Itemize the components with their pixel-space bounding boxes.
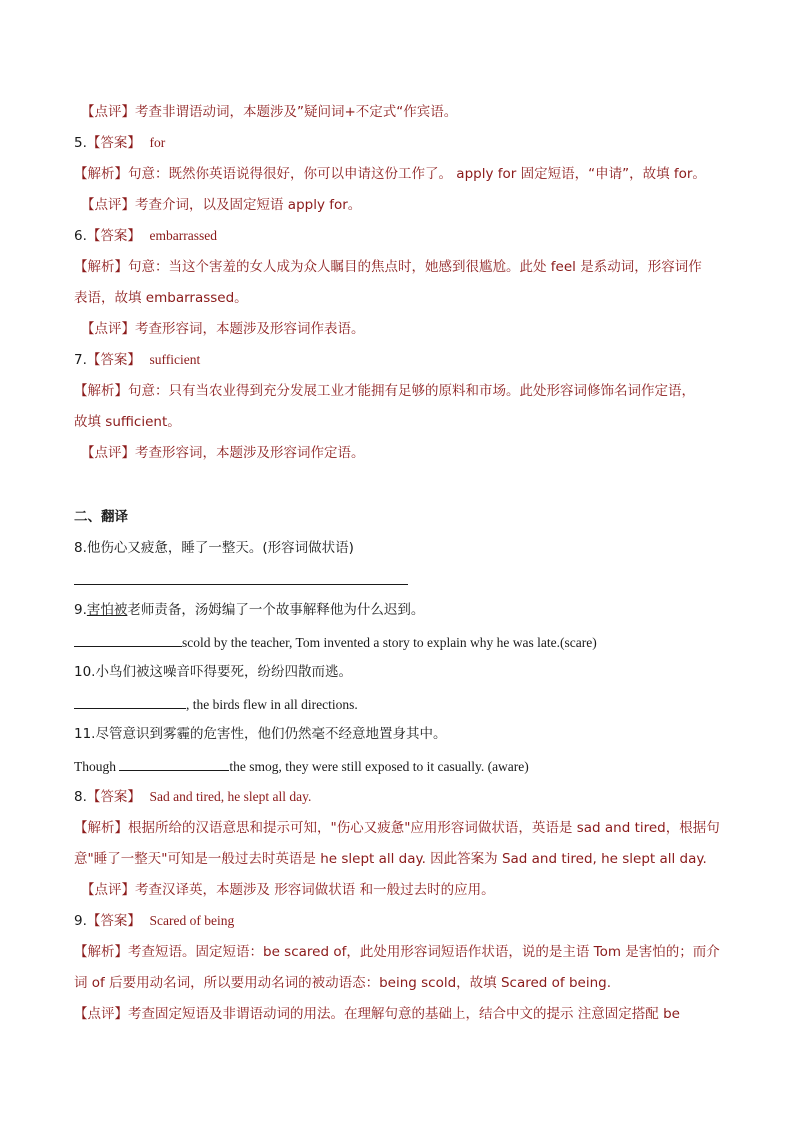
- answer-value: Scared of being: [149, 913, 235, 928]
- english-sentence: the smog, they were still exposed to it casually. (aware): [229, 759, 529, 774]
- question-10: 10.小鸟们被这噪音吓得要死，纷纷四散而逃。: [74, 664, 352, 680]
- answer-tag: 【答案】: [86, 135, 141, 151]
- analysis-text: 句意：既然你英语说得很好，你可以申请这份工作了。 apply for 固定短语，“申请”，故填 for。: [128, 166, 706, 182]
- analysis-text-cont: 故填 sufficient。: [74, 414, 181, 430]
- analysis-text-cont: 表语，故填 embarrassed。: [74, 290, 248, 306]
- comment-text: 考查介词，以及固定短语 apply for。: [135, 197, 362, 213]
- analysis-line-8a: [74, 819, 720, 837]
- question-number: 8.: [74, 789, 87, 805]
- comment-line-8: [81, 881, 495, 899]
- english-sentence: , the birds flew in all directions.: [186, 697, 358, 712]
- comment-text: 考查形容词，本题涉及形容词作定语。: [135, 445, 365, 461]
- analysis-text: 考查短语。固定短语：be scared of，此处用形容词短语作状语，说的是主语 Tom 是害怕的；而介: [128, 944, 720, 960]
- comment-line-9: [74, 1005, 680, 1023]
- answer-line-5: [74, 134, 165, 152]
- analysis-text: 句意：只有当农业得到充分发展工业才能拥有足够的原料和市场。此处形容词修饰名词作定语，: [128, 383, 695, 399]
- answer-blank[interactable]: [74, 570, 408, 585]
- question-11: 11.尽管意识到雾霾的危害性，他们仍然毫不经意地置身其中。: [74, 726, 447, 742]
- question-8-answer-blank: [74, 570, 408, 590]
- analysis-tag: 【解析】: [74, 820, 128, 836]
- underlined-phrase: 害怕被: [86, 602, 128, 618]
- comment-text: 考查固定短语及非谓语动词的用法。在理解句意的基础上，结合中文的提示 注意固定搭配 be: [128, 1006, 680, 1022]
- question-11-english: [74, 756, 529, 776]
- question-text: 老师责备，汤姆编了一个故事解释他为什么迟到。: [127, 602, 425, 618]
- answer-line-6: [74, 227, 217, 245]
- analysis-text: 根据所给的汉语意思和提示可知，"伤心又疲惫"应用形容词做状语，英语是 sad and tired，根据句: [128, 820, 720, 836]
- comment-tag: 【点评】: [81, 321, 135, 337]
- analysis-text-cont: 词 of 后要用动名词，所以要用动名词的被动语态：being scold，故填 Scared of being.: [74, 975, 611, 991]
- comment-text: 考查汉译英，本题涉及 形容词做状语 和一般过去时的应用。: [135, 882, 495, 898]
- question-number: 7.: [74, 352, 87, 368]
- analysis-line-9a: [74, 943, 720, 961]
- comment-line-4: [81, 103, 457, 121]
- english-prefix: Though: [74, 759, 116, 774]
- section-title: 二、翻译: [74, 509, 128, 525]
- comment-text: 考查非谓语动词，本题涉及”疑问词+不定式“作宾语。: [135, 104, 458, 120]
- english-sentence: scold by the teacher, Tom invented a story to explain why he was late.(scare): [182, 635, 597, 650]
- answer-value: embarrassed: [149, 228, 217, 243]
- answer-blank[interactable]: [74, 694, 186, 709]
- question-9-english: [74, 632, 597, 652]
- analysis-line-7b: [74, 413, 181, 431]
- answer-line-7: [74, 351, 200, 369]
- answer-tag: 【答案】: [86, 789, 141, 805]
- comment-tag: 【点评】: [81, 882, 135, 898]
- analysis-text: 句意：当这个害羞的女人成为众人瞩目的焦点时，她感到很尴尬。此处 feel 是系动词，形容词作: [128, 259, 702, 275]
- analysis-tag: 【解析】: [74, 166, 128, 182]
- analysis-tag: 【解析】: [74, 383, 128, 399]
- comment-tag: 【点评】: [81, 445, 135, 461]
- question-number: 5.: [74, 135, 87, 151]
- analysis-line-5: [74, 165, 706, 183]
- answer-value: for: [149, 135, 166, 150]
- answer-line-9: [74, 912, 234, 930]
- analysis-tag: 【解析】: [74, 944, 128, 960]
- question-number: 6.: [74, 228, 87, 244]
- comment-line-5: [81, 196, 361, 214]
- comment-tag: 【点评】: [74, 1006, 128, 1022]
- question-9: [74, 601, 424, 619]
- analysis-line-6b: [74, 289, 248, 307]
- question-number: 9.: [74, 913, 87, 929]
- answer-tag: 【答案】: [86, 352, 141, 368]
- analysis-line-7a: [74, 382, 695, 400]
- answer-tag: 【答案】: [86, 228, 141, 244]
- question-10-english: [74, 694, 358, 714]
- comment-tag: 【点评】: [81, 197, 135, 213]
- answer-blank[interactable]: [74, 632, 182, 647]
- analysis-tag: 【解析】: [74, 259, 128, 275]
- answer-line-8: [74, 788, 311, 806]
- answer-blank[interactable]: [119, 756, 229, 771]
- comment-line-6: [81, 320, 365, 338]
- comment-text: 考查形容词，本题涉及形容词作表语。: [135, 321, 365, 337]
- answer-value: sufficient: [149, 352, 201, 367]
- comment-tag: 【点评】: [81, 104, 135, 120]
- answer-value: Sad and tired, he slept all day.: [149, 789, 312, 804]
- analysis-line-8b: [74, 850, 707, 868]
- analysis-line-6a: [74, 258, 702, 276]
- answer-tag: 【答案】: [86, 913, 141, 929]
- question-8: 8.他伤心又疲惫，睡了一整天。(形容词做状语): [74, 540, 354, 556]
- analysis-line-9b: [74, 974, 611, 992]
- analysis-text-cont: 意"睡了一整天"可知是一般过去时英语是 he slept all day. 因此答案为 Sad and tired, he slept all day.: [74, 851, 707, 867]
- question-number: 9.: [74, 602, 87, 618]
- comment-line-7: [81, 444, 365, 462]
